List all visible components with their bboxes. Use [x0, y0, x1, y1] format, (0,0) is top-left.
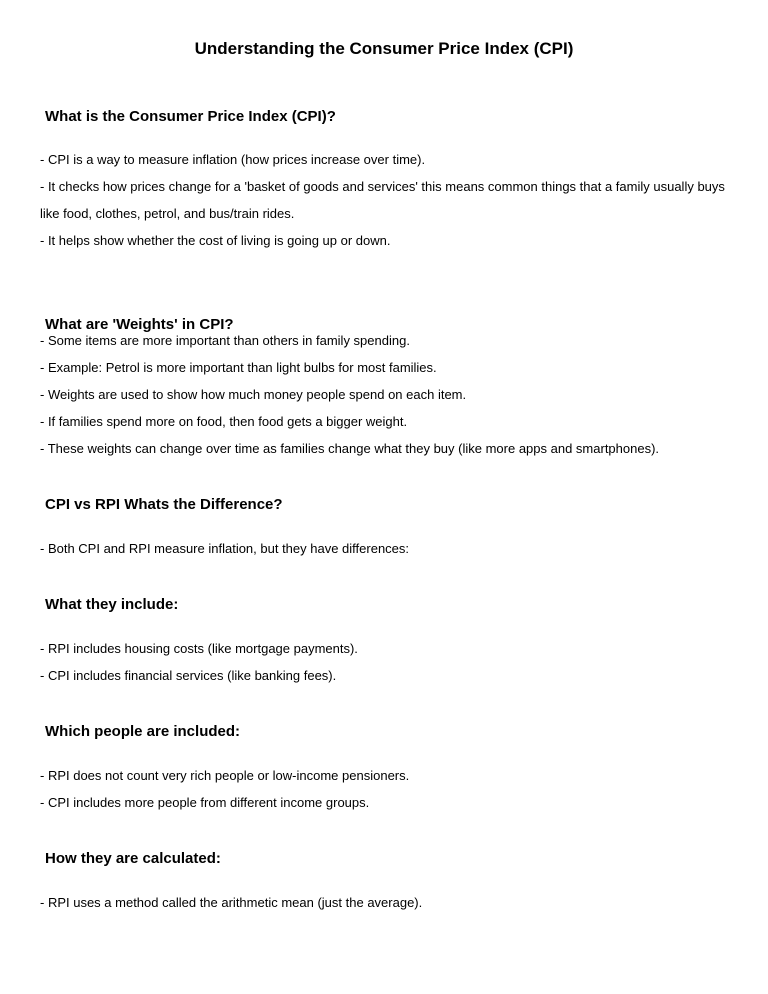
list-item: - CPI includes more people from different income groups.: [40, 795, 370, 810]
section-body-what-is-cpi: [40, 146, 730, 254]
document-title: Understanding the Consumer Price Index (CPI): [194, 39, 574, 58]
list-item: - If families spend more on food, then food gets a bigger weight.: [40, 414, 408, 429]
list-item: - Weights are used to show how much money people spend on each item.: [40, 387, 467, 402]
section-body-cpi-vs-rpi: [40, 535, 730, 562]
section-heading-what-is-cpi: What is the Consumer Price Index (CPI)?: [45, 108, 336, 125]
list-item: - These weights can change over time as families change what they buy (like more apps and smartphones).: [40, 441, 660, 456]
section-heading-cpi-vs-rpi: CPI vs RPI Whats the Difference?: [45, 496, 283, 513]
section-body-which-people: [40, 762, 730, 816]
section-body-weights: [40, 327, 730, 462]
section-body-how-calculated: [40, 889, 730, 916]
list-item: - It helps show whether the cost of living is going up or down.: [40, 233, 391, 248]
list-item: - Both CPI and RPI measure inflation, but they have differences:: [40, 541, 410, 556]
list-item: - CPI is a way to measure inflation (how prices increase over time).: [40, 152, 426, 167]
list-item: - Example: Petrol is more important than light bulbs for most families.: [40, 360, 437, 375]
list-item: - RPI does not count very rich people or low-income pensioners.: [40, 768, 410, 783]
section-heading-how-calculated: How they are calculated:: [45, 850, 221, 867]
list-item: - It checks how prices change for a 'basket of goods and services' this means common things that a family usually buys like food, clothes, petrol, and bus/train rides.: [40, 179, 725, 221]
section-heading-which-people: Which people are included:: [45, 723, 241, 740]
section-heading-what-they-include: What they include:: [45, 596, 179, 613]
list-item: - Some items are more important than others in family spending.: [40, 333, 410, 348]
list-item: - CPI includes financial services (like banking fees).: [40, 668, 337, 683]
section-heading-weights: What are 'Weights' in CPI?: [45, 316, 234, 333]
section-body-what-they-include: [40, 635, 730, 689]
list-item: - RPI includes housing costs (like mortgage payments).: [40, 641, 358, 656]
list-item: - RPI uses a method called the arithmetic mean (just the average).: [40, 895, 423, 910]
